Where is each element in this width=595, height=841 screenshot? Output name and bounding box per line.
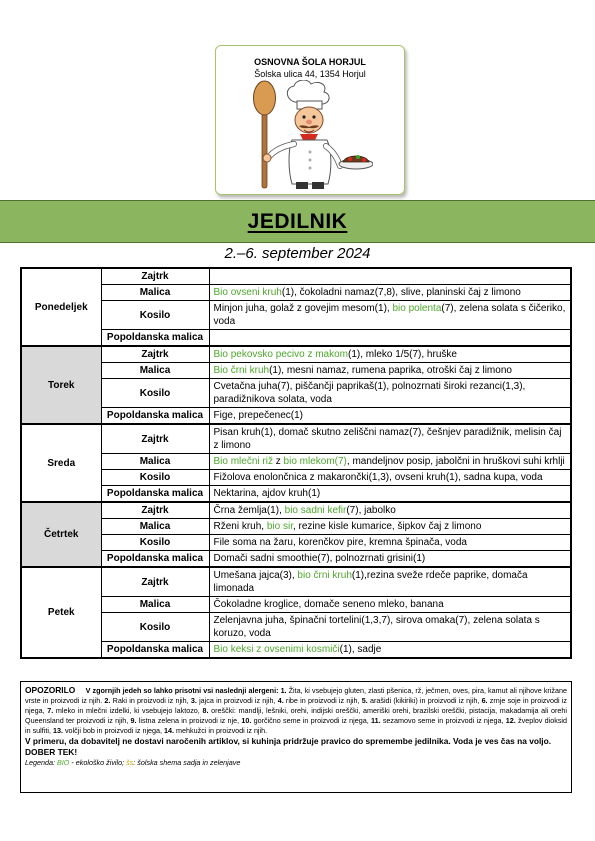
note-label: OPOZORILO	[25, 685, 76, 695]
meal-name: Zajtrk	[101, 567, 209, 597]
meal-description	[209, 346, 571, 363]
menu-row	[21, 285, 571, 301]
bio-dish: bio mlekom(7)	[283, 456, 347, 467]
meal-description	[209, 330, 571, 347]
allergen-text: mleko in mlečni izdelki, ki vsebujejo laktozo,	[53, 706, 203, 715]
menu-row	[21, 470, 571, 486]
meal-name: Zajtrk	[101, 268, 209, 285]
allergen-number: 12.	[505, 716, 516, 725]
dish-text: Minjon juha, golaž z govejim mesom(1),	[213, 303, 393, 314]
meal-name: Zajtrk	[101, 502, 209, 519]
dish-text: Fižolova enolončnica z makarončki(1,3), ovseni kruh(1), sadna kupa, voda	[213, 472, 543, 483]
school-name: OSNOVNA ŠOLA HORJUL	[254, 57, 366, 67]
meal-description	[209, 363, 571, 379]
dish-text: (1), mleko 1/5(7), hruške	[348, 349, 457, 360]
allergen-text: žveplov dioksid in sulfiti,	[25, 716, 568, 735]
meal-description	[209, 567, 571, 597]
dish-text: Zelenjavna juha, špinačni tortelini(1,3,7), sirova omaka(7), zelena solata s koruzo, voda	[213, 615, 540, 639]
note-intro: V zgornjih jedeh so lahko prisotni vsi naslednji alergeni:	[85, 686, 279, 695]
dish-text: Črna žemlja(1),	[213, 505, 285, 516]
chef-icon	[248, 80, 373, 190]
meal-name: Kosilo	[101, 301, 209, 330]
meal-description	[209, 519, 571, 535]
menu-row	[21, 613, 571, 642]
dish-text: (7), jabolko	[346, 505, 396, 516]
allergen-text: zrnje soje in proizvodi iz njega,	[25, 696, 567, 715]
menu-row	[21, 454, 571, 470]
meal-name: Kosilo	[101, 613, 209, 642]
meal-description	[209, 454, 571, 470]
menu-row	[21, 597, 571, 613]
dish-text: (1),rezina sveže rdeče paprike, domača limonada	[213, 570, 528, 594]
meal-name: Popoldanska malica	[101, 551, 209, 568]
week-range: 2.–6. september 2024	[224, 245, 371, 262]
bio-dish: bio sadni kefir	[284, 505, 347, 516]
allergen-text: mehkužci in proizvodi iz njih.	[174, 726, 268, 735]
page-title: JEDILNIK	[247, 210, 348, 233]
allergen-number: 1.	[280, 686, 287, 695]
menu-row	[21, 424, 571, 454]
allergen-text: arašidi (kikiriki) in proizvodi iz njih,	[367, 696, 482, 705]
dish-text: File soma na žaru, korenčkov pire, kremna špinača, voda	[213, 537, 467, 548]
meal-description	[209, 268, 571, 285]
dish-text: (7), zelena solata s čičeriko, voda	[213, 303, 566, 327]
menu-row	[21, 551, 571, 568]
day-name: Sreda	[21, 424, 101, 502]
dish-text: Cvetačna juha(7), piščančji paprikaš(1), polnozrnati široki rezanci(1,3), paradižnikova solata, voda	[213, 381, 526, 405]
bio-dish: Bio ovseni kruh	[213, 287, 282, 298]
meal-description	[209, 486, 571, 503]
menu-row	[21, 346, 571, 363]
dish-text: Domači sadni smoothie(7), polnozrnati grisini(1)	[213, 553, 426, 564]
dish-text: (1), čokoladni namaz(7,8), slive, planinski čaj z limono	[281, 287, 521, 298]
allergen-number: 13.	[52, 726, 63, 735]
dish-text: Nektarina, ajdov kruh(1)	[213, 488, 321, 499]
allergen-number: 7.	[47, 706, 54, 715]
legend-ss-text: : šolska shema sadja in zelenjave	[133, 758, 241, 767]
allergen-number: 14.	[164, 726, 175, 735]
legend-bio-text: - ekološko živilo;	[69, 758, 127, 767]
bio-dish: Bio mlečni riž	[213, 456, 273, 467]
allergen-number: 9.	[130, 716, 137, 725]
meal-name: Zajtrk	[101, 424, 209, 454]
bio-dish: bio črni kruh	[297, 570, 352, 581]
bio-dish: Bio pekovsko pecivo z makom	[213, 349, 349, 360]
day-name: Četrtek	[21, 502, 101, 567]
menu-row	[21, 642, 571, 659]
allergen-number: 11.	[370, 716, 381, 725]
allergen-text: ribe in proizvodi iz njih,	[283, 696, 362, 705]
allergen-number: 6.	[481, 696, 488, 705]
menu-row	[21, 268, 571, 285]
day-name: Torek	[21, 346, 101, 424]
menu-row	[21, 363, 571, 379]
meal-name: Kosilo	[101, 379, 209, 408]
legend-bio: BIO	[56, 758, 70, 767]
menu-row	[21, 408, 571, 425]
allergen-number: 2.	[104, 696, 111, 705]
legend	[25, 758, 240, 767]
menu-row	[21, 330, 571, 347]
allergen-text: jajca in proizvodi iz njih,	[196, 696, 278, 705]
allergen-number: 5.	[361, 696, 368, 705]
dish-text: Čokoladne kroglice, domače seneno mleko, banana	[213, 599, 444, 610]
meal-name: Malica	[101, 363, 209, 379]
menu-body	[21, 268, 571, 658]
meal-name: Popoldanska malica	[101, 486, 209, 503]
menu-table	[20, 267, 572, 659]
allergen-number: 10.	[241, 716, 252, 725]
menu-row	[21, 519, 571, 535]
meal-description	[209, 502, 571, 519]
dish-text: Fige, prepečenec(1)	[213, 410, 303, 421]
meal-description	[209, 535, 571, 551]
meal-name: Kosilo	[101, 535, 209, 551]
dish-text: Umešana jajca(3),	[213, 570, 298, 581]
dish-text: z	[272, 456, 284, 467]
allergen-text: gorčično seme in proizvodi iz njega,	[251, 716, 371, 725]
meal-name: Malica	[101, 285, 209, 301]
note-warning: V primeru, da dobavitelj ne dostavi naročenih artiklov, si kuhinja pridržuje pravico do spremembe jedilnika. Voda je ves čas na voljo.	[25, 736, 552, 746]
meal-name: Popoldanska malica	[101, 642, 209, 659]
meal-name: Zajtrk	[101, 346, 209, 363]
meal-description	[209, 285, 571, 301]
dish-text: , rezine kisle kumarice, šipkov čaj z limono	[292, 521, 482, 532]
menu-row	[21, 379, 571, 408]
meal-name: Kosilo	[101, 470, 209, 486]
allergen-text: volčji bob in proizvodi iz njega,	[62, 726, 165, 735]
allergen-text: sezamovo seme in proizvodi iz njega,	[380, 716, 506, 725]
dish-text: (1), sadje	[339, 644, 382, 655]
legend-ss: šs	[126, 758, 134, 767]
meal-description	[209, 551, 571, 568]
legend-label: Legenda:	[25, 758, 55, 767]
menu-row	[21, 301, 571, 330]
menu-row	[21, 535, 571, 551]
dish-text: (1), mesni namaz, rumena paprika, otroški čaj z limono	[269, 365, 512, 376]
meal-name: Popoldanska malica	[101, 330, 209, 347]
allergen-number: 3.	[190, 696, 197, 705]
day-name: Petek	[21, 567, 101, 658]
meal-description	[209, 613, 571, 642]
meal-description	[209, 408, 571, 425]
meal-name: Malica	[101, 519, 209, 535]
dish-text: Rženi kruh,	[213, 521, 267, 532]
bio-dish: bio sir	[266, 521, 293, 532]
meal-description	[209, 470, 571, 486]
meal-description	[209, 301, 571, 330]
bio-dish: Bio črni kruh	[213, 365, 270, 376]
meal-description	[209, 424, 571, 454]
school-address: Šolska ulica 44, 1354 Horjul	[254, 69, 366, 79]
allergen-text: Raki in proizvodi iz njih,	[110, 696, 191, 705]
meal-description	[209, 379, 571, 408]
title-band	[0, 200, 595, 243]
allergen-text: oreščki: mandlji, lešniki, orehi, indijski oreščki, ameriški orehi, brazilski oreščki, pistacija, makadamija ali orehi Queensland ter proizvodi iz njih,	[25, 706, 567, 725]
meal-description	[209, 597, 571, 613]
day-name: Ponedeljek	[21, 268, 101, 346]
meal-name: Malica	[101, 454, 209, 470]
school-header	[215, 45, 405, 195]
allergen-number: 8.	[202, 706, 209, 715]
bio-dish: Bio keksi z ovsenimi kosmiči	[213, 644, 340, 655]
allergen-text: Žita, ki vsebujejo gluten, zlasti pšenica, rž, ječmen, oves, pira, kamut ali njihove križane vrste in proizvodi iz njih.	[25, 686, 567, 705]
dish-text: , mandeljnov posip, jabolčni in hruškovi suhi krhlji	[346, 456, 565, 467]
menu-row	[21, 567, 571, 597]
allergen-text: listna zelena in proizvodi iz nje,	[136, 716, 242, 725]
menu-row	[21, 486, 571, 503]
dish-text: Pisan kruh(1), domač skutno zeliščni namaz(7), češnjev paradižnik, melisin čaj z limono	[213, 427, 562, 451]
meal-name: Malica	[101, 597, 209, 613]
allergen-number: 4.	[277, 696, 284, 705]
allergen-note	[20, 681, 572, 793]
menu-row	[21, 502, 571, 519]
meal-description	[209, 642, 571, 659]
bio-dish: bio polenta	[392, 303, 442, 314]
note-closing: DOBER TEK!	[25, 747, 78, 757]
meal-name: Popoldanska malica	[101, 408, 209, 425]
